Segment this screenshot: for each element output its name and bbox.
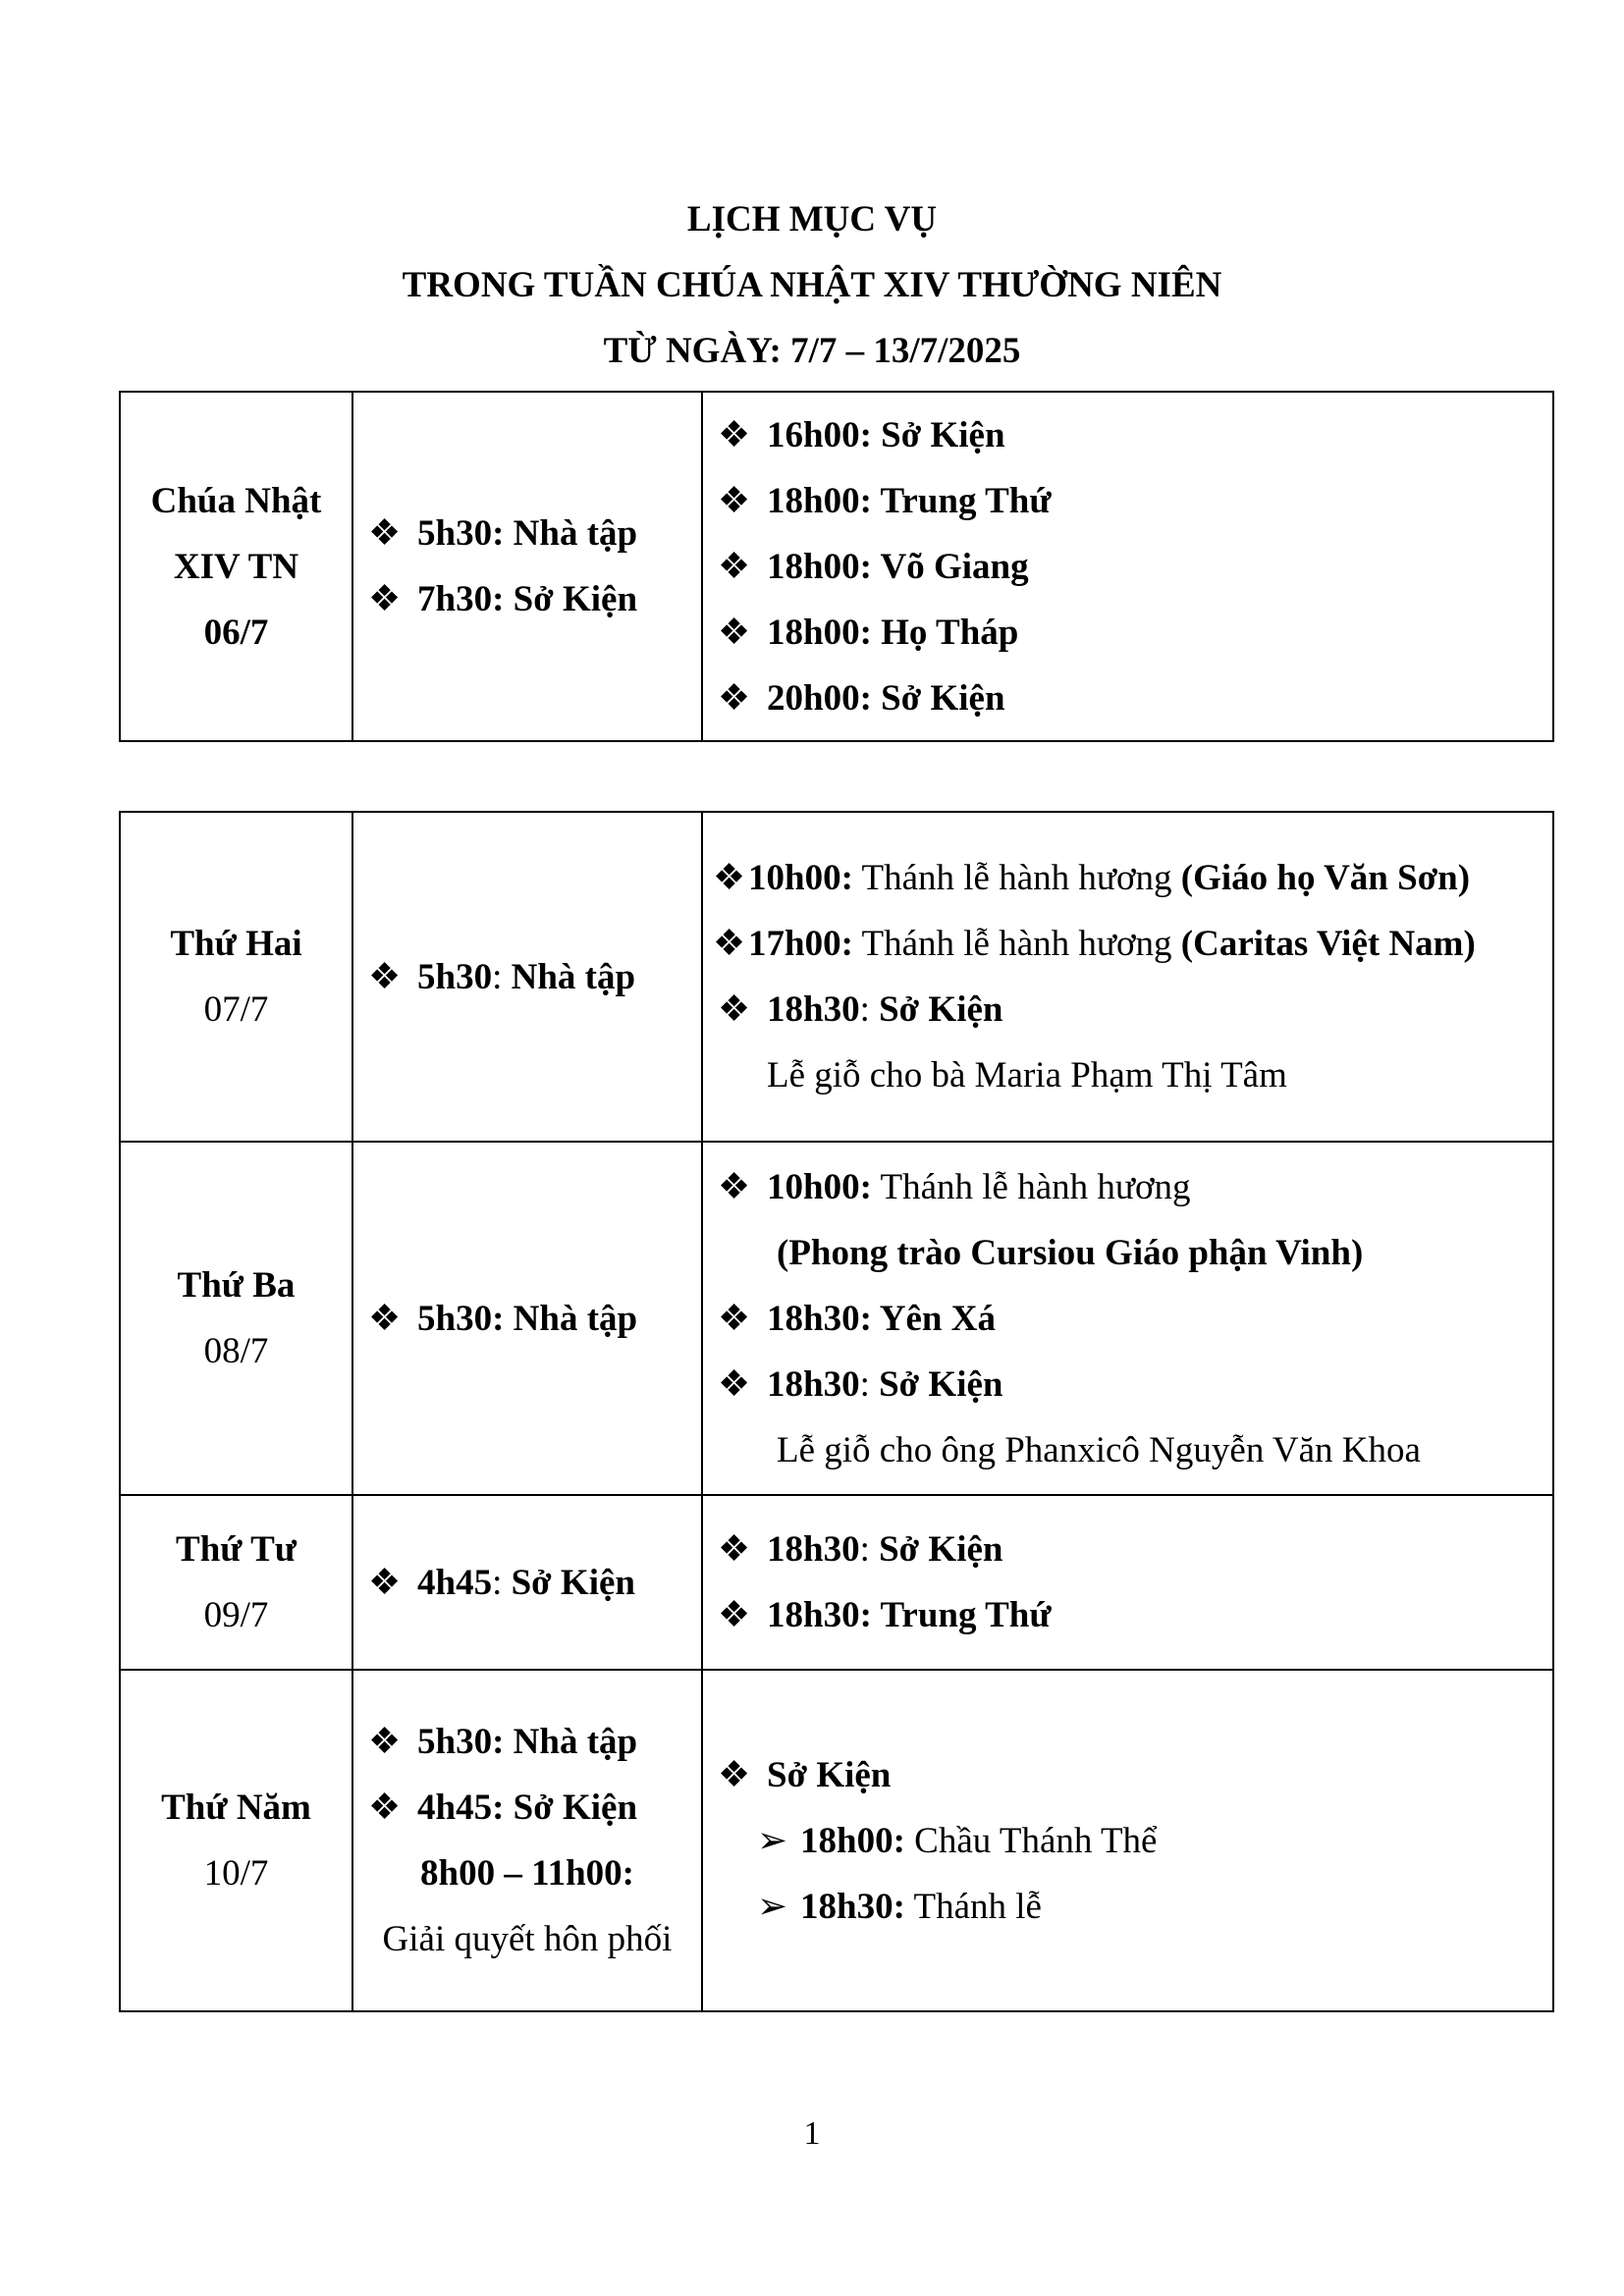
- schedule-date-range: TỪ NGÀY: 7/7 – 13/7/2025: [603, 331, 1021, 371]
- diamond-bullet-icon: ❖: [368, 579, 402, 619]
- morning-cell: [352, 392, 702, 741]
- arrow-bullet-icon: ➢: [757, 1886, 788, 1927]
- list-item: ❖ 18h30: Trung Thứ: [703, 1582, 1552, 1648]
- list-item: ❖ 4h45: Sở Kiện: [353, 1775, 701, 1841]
- evening-cell: [702, 392, 1553, 741]
- morning-cell: [352, 1142, 702, 1495]
- table-row: [120, 1670, 1553, 2011]
- list-item: ❖ Sở Kiện: [703, 1742, 1552, 1808]
- marriage-desc: Giải quyết hôn phối: [382, 1919, 673, 1959]
- page-number: 1: [803, 2115, 821, 2152]
- day-cell: [120, 392, 352, 741]
- list-item: ❖ 10h00: Thánh lễ hành hương: [703, 1154, 1552, 1220]
- day-cell: [120, 812, 352, 1142]
- diamond-bullet-icon: ❖: [718, 1166, 751, 1207]
- memorial-note: Lễ giỗ cho ông Phanxicô Nguyễn Văn Khoa: [777, 1429, 1421, 1470]
- evening-cell: [702, 812, 1553, 1142]
- list-item: ➢ 18h30: Thánh lễ: [703, 1874, 1552, 1940]
- diamond-bullet-icon: ❖: [718, 546, 751, 587]
- diamond-bullet-icon: ❖: [718, 480, 751, 521]
- list-item: ❖ 20h00: Sở Kiện: [703, 666, 1552, 731]
- diamond-bullet-icon: ❖: [368, 1562, 402, 1603]
- evening-cell: [702, 1670, 1553, 2011]
- list-item: ➢ 18h00: Chầu Thánh Thể: [703, 1808, 1552, 1874]
- list-item: ❖ 5h30: Nhà tập: [353, 1709, 701, 1775]
- morning-cell: [352, 1670, 702, 2011]
- diamond-bullet-icon: ❖: [718, 1529, 751, 1570]
- pilgrim-group: (Phong trào Cursiou Giáo phận Vinh): [777, 1232, 1364, 1273]
- list-item: ❖ 7h30: Sở Kiện: [353, 566, 701, 632]
- diamond-bullet-icon: ❖: [713, 924, 746, 964]
- diamond-bullet-icon: ❖: [368, 1722, 402, 1762]
- list-item: ❖ 18h00: Trung Thứ: [703, 468, 1552, 534]
- diamond-bullet-icon: ❖: [718, 1363, 751, 1405]
- list-item: ❖ 18h30: Yên Xá: [703, 1286, 1552, 1352]
- day-name: Thứ Tư: [176, 1529, 297, 1570]
- table-row: [120, 812, 1553, 1142]
- evening-cell: [702, 1495, 1553, 1670]
- day-name: Thứ Ba: [177, 1265, 296, 1306]
- list-item: ❖ 16h00: Sở Kiện: [703, 402, 1552, 468]
- diamond-bullet-icon: ❖: [718, 1298, 751, 1339]
- day-cell: [120, 1142, 352, 1495]
- table-row: [120, 392, 1553, 741]
- list-item: ❖ 18h00: Võ Giang: [703, 534, 1552, 600]
- table-row: [120, 1142, 1553, 1495]
- day-date: 10/7: [203, 1853, 269, 1894]
- list-item: ❖ 18h00: Họ Tháp: [703, 600, 1552, 666]
- list-item: ❖ 5h30: Nhà tập: [353, 944, 701, 1010]
- table-row: [120, 1495, 1553, 1670]
- diamond-bullet-icon: ❖: [718, 989, 751, 1030]
- diamond-bullet-icon: ❖: [368, 1788, 402, 1828]
- morning-cell: [352, 812, 702, 1142]
- list-item: ❖ 18h30: Sở Kiện: [703, 1517, 1552, 1582]
- day-name: Thứ Hai: [170, 924, 302, 964]
- list-item: ❖ 18h30: Sở Kiện: [703, 977, 1552, 1042]
- diamond-bullet-icon: ❖: [713, 858, 746, 898]
- day-name: Chúa Nhật: [150, 480, 322, 521]
- diamond-bullet-icon: ❖: [718, 612, 751, 653]
- arrow-bullet-icon: ➢: [757, 1820, 788, 1861]
- diamond-bullet-icon: ❖: [718, 1595, 751, 1635]
- list-item: ❖ 4h45: Sở Kiện: [353, 1550, 701, 1616]
- day-date: 07/7: [203, 989, 269, 1030]
- document-header: [0, 187, 1624, 384]
- day-date: 08/7: [203, 1331, 269, 1371]
- diamond-bullet-icon: ❖: [368, 956, 402, 997]
- diamond-bullet-icon: ❖: [718, 414, 751, 455]
- list-item: ❖10h00: Thánh lễ hành hương (Giáo họ Văn Sơn): [703, 845, 1552, 911]
- sunday-table: [119, 391, 1554, 742]
- memorial-note: Lễ giỗ cho bà Maria Phạm Thị Tâm: [767, 1055, 1287, 1095]
- day-name-suffix: XIV TN: [173, 546, 299, 587]
- list-item: ❖ 5h30: Nhà tập: [353, 501, 701, 566]
- day-cell: [120, 1495, 352, 1670]
- diamond-bullet-icon: ❖: [718, 1754, 751, 1795]
- diamond-bullet-icon: ❖: [368, 1298, 402, 1339]
- list-item: ❖ 5h30: Nhà tập: [353, 1286, 701, 1352]
- list-item: ❖17h00: Thánh lễ hành hương (Caritas Việt Nam): [703, 911, 1552, 977]
- list-item: ❖ 18h30: Sở Kiện: [703, 1352, 1552, 1417]
- diamond-bullet-icon: ❖: [368, 513, 402, 554]
- schedule-week: TRONG TUẦN CHÚA NHẬT XIV THƯỜNG NIÊN: [402, 265, 1222, 305]
- day-date: 09/7: [203, 1595, 269, 1635]
- marriage-time: 8h00 – 11h00:: [420, 1853, 634, 1894]
- day-name: Thứ Năm: [161, 1788, 311, 1828]
- day-cell: [120, 1670, 352, 2011]
- weekday-table: [119, 811, 1554, 2012]
- diamond-bullet-icon: ❖: [718, 677, 751, 719]
- day-date: 06/7: [203, 612, 269, 653]
- evening-cell: [702, 1142, 1553, 1495]
- schedule-title: LỊCH MỤC VỤ: [686, 199, 938, 240]
- morning-cell: [352, 1495, 702, 1670]
